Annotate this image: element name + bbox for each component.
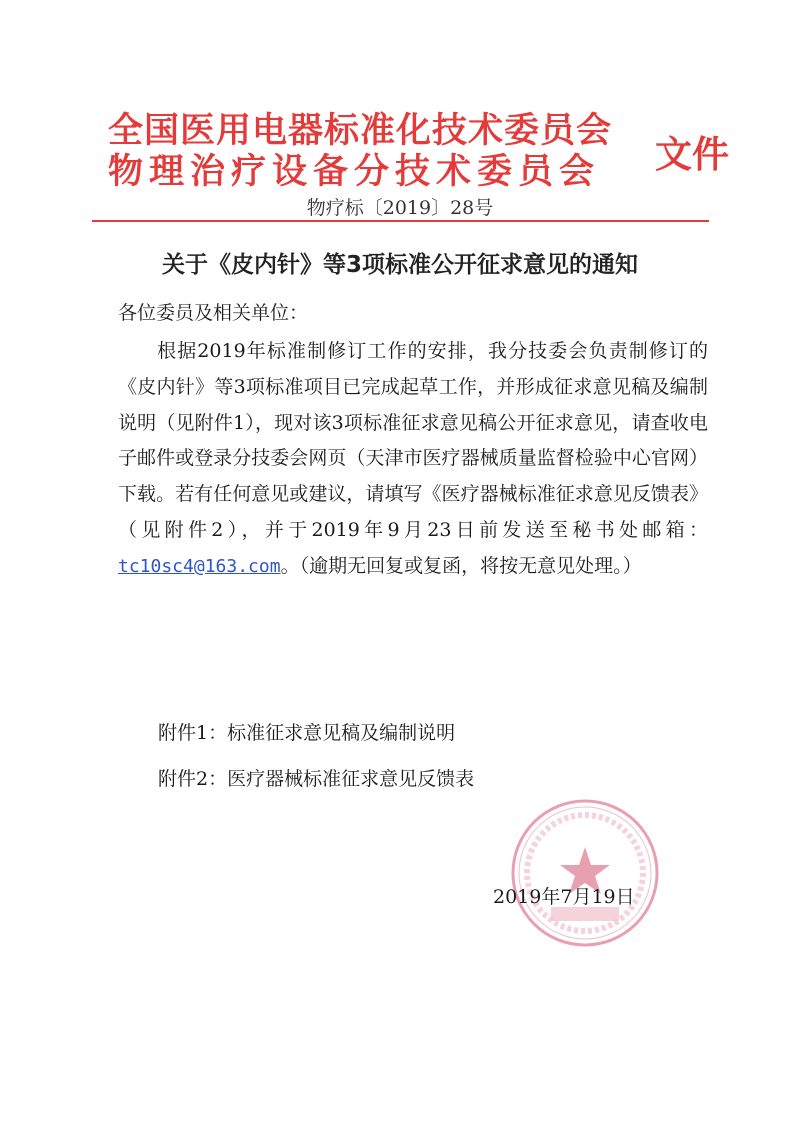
salutation: 各位委员及相关单位： [118, 302, 309, 324]
notice-title: 关于《皮内针》等3项标准公开征求意见的通知 [161, 252, 638, 278]
attachment-2: 附件2：医疗器械标准征求意见反馈表 [158, 768, 475, 790]
attachment-1: 附件1：标准征求意见稿及编制说明 [158, 722, 456, 744]
notice-body [118, 334, 708, 585]
doc-number: 物疗标〔2019〕28号 [306, 197, 494, 219]
body-text: 根据2019年标准制修订工作的安排，我分技委会负责制修订的《皮内针》等3项标准项目已完成起草工作，并形成征求意见稿及编制说明（见附件1），现对该3项标准征求意见稿公开征求意见，请查收电子邮件或登录分技委会网页（天津市医疗器械质量监督检验中心官网）下载。若有任何意见或建议，请填写《医疗器械标准征求意见反馈表》（见附件2），并于2019年9月23日前发送至秘书处邮箱： [118, 340, 708, 541]
doc-type-label: 文件 [655, 133, 729, 176]
email-link[interactable]: tc10sc4@163.com [118, 555, 281, 577]
body-text-end: 。（逾期无回复或复函，将按无意见处理。） [280, 554, 642, 577]
official-seal-icon [507, 795, 663, 951]
org-name-line-1: 全国医用电器标准化技术委员会 [108, 111, 613, 151]
header-divider [92, 220, 709, 222]
issue-date: 2019年7月19日 [493, 886, 635, 908]
org-name-line-2: 物理治疗设备分技术委员会 [108, 152, 601, 192]
